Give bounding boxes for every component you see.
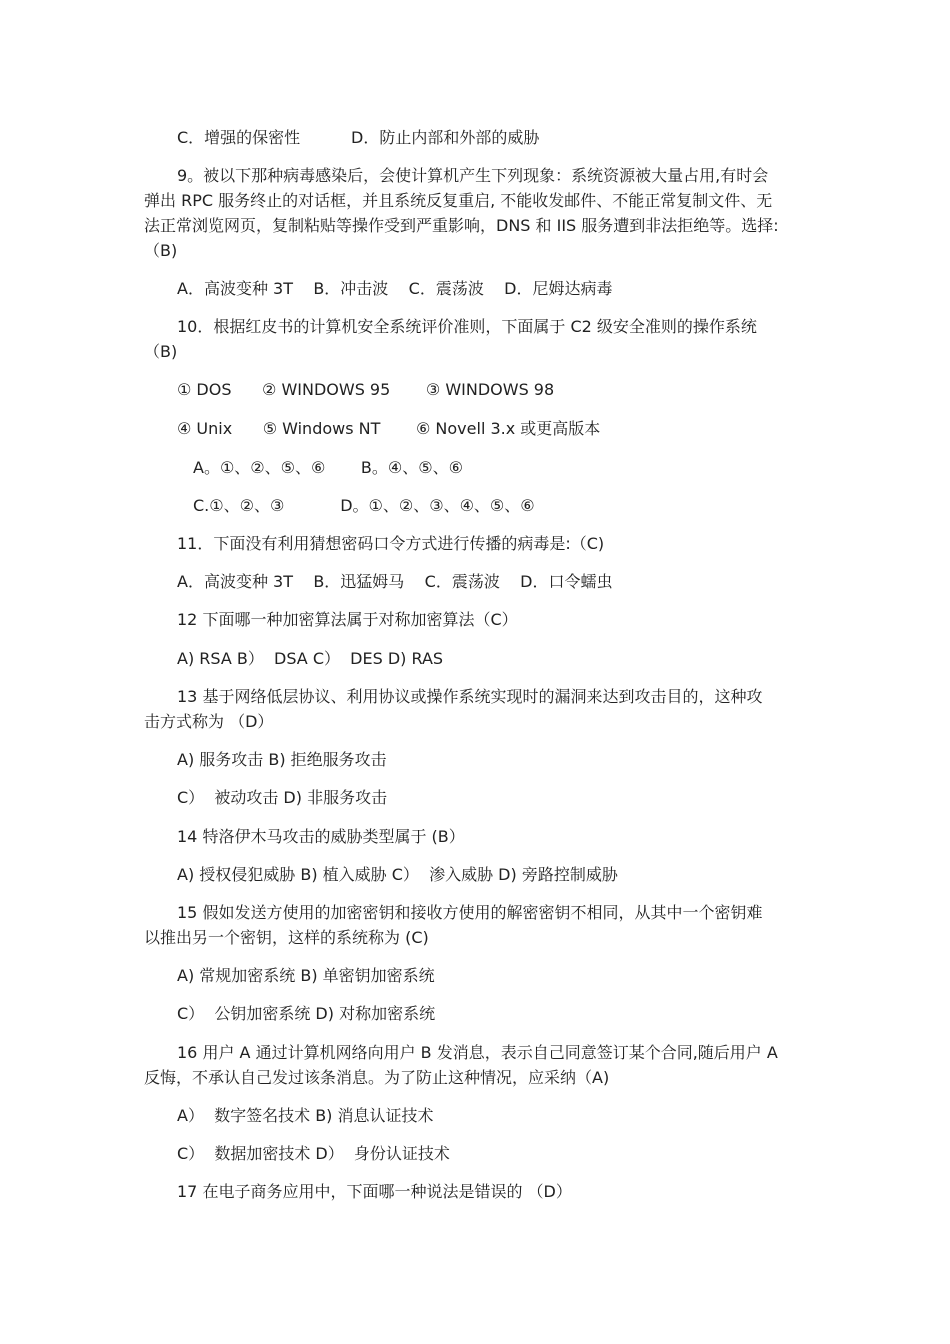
question-10-options: C.①、②、③ D。①、②、③、④、⑤、⑥ (193, 496, 535, 515)
question-13-options: C） 被动攻击 D) 非服务攻击 (177, 788, 388, 807)
question-16-options: C） 数据加密技术 D） 身份认证技术 (177, 1144, 450, 1163)
question-13-options: A) 服务攻击 B) 拒绝服务攻击 (177, 750, 387, 769)
question-9-text: 弹出 RPC 服务终止的对话框，并且系统反复重启, 不能收发邮件、不能正常复制文件、无 (144, 191, 773, 210)
question-13-text: 13 基于网络低层协议、利用协议或操作系统实现时的漏洞来达到攻击目的，这种攻 (177, 687, 763, 706)
question-15-options: C） 公钥加密系统 D) 对称加密系统 (177, 1004, 436, 1023)
question-14-options: A) 授权侵犯威胁 B) 植入威胁 C） 渗入威胁 D) 旁路控制威胁 (177, 865, 618, 884)
question-9-text: 9。被以下那种病毒感染后，会使计算机产生下列现象：系统资源被大量占用,有时会 (177, 166, 769, 185)
question-16-options: A） 数字签名技术 B) 消息认证技术 (177, 1106, 434, 1125)
question-11-options: A．高波变种 3T B．迅猛姆马 C．震荡波 D．口令蠕虫 (177, 572, 613, 591)
question-16-text: 16 用户 A 通过计算机网络向用户 B 发消息，表示自己同意签订某个合同,随后用户 A (177, 1043, 778, 1062)
question-16-text: 反悔，不承认自己发过该条消息。为了防止这种情况，应采纳（A) (144, 1068, 610, 1087)
question-15-text: 以推出另一个密钥，这样的系统称为 (C) (144, 928, 429, 947)
question-10-list: ① DOS ② WINDOWS 95 ③ WINDOWS 98 (177, 380, 555, 399)
question-9-options: A．高波变种 3T B．冲击波 C．震荡波 D．尼姆达病毒 (177, 279, 613, 298)
question-13-text: 击方式称为 （D） (144, 712, 274, 731)
question-15-text: 15 假如发送方使用的加密密钥和接收方使用的解密密钥不相同，从其中一个密钥难 (177, 903, 763, 922)
question-11-text: 11．下面没有利用猜想密码口令方式进行传播的病毒是:（C) (177, 534, 605, 553)
question-10-text: 10．根据红皮书的计算机安全系统评价准则，下面属于 C2 级安全准则的操作系统 (177, 317, 757, 336)
question-9-text: 法正常浏览网页，复制粘贴等操作受到严重影响，DNS 和 IIS 服务遭到非法拒绝等。选择: (144, 216, 779, 235)
question-10-options: A。①、②、⑤、⑥ B。④、⑤、⑥ (193, 458, 463, 477)
question-9-answer: （B) (144, 241, 178, 260)
question-17-text: 17 在电子商务应用中，下面哪一种说法是错误的 （D） (177, 1182, 572, 1201)
question-15-options: A) 常规加密系统 B) 单密钥加密系统 (177, 966, 435, 985)
question-12-options: A) RSA B） DSA C） DES D) RAS (177, 649, 444, 668)
question-10-list: ④ Unix ⑤ Windows NT ⑥ Novell 3.x 或更高版本 (177, 419, 601, 438)
question-10-answer: （B) (144, 342, 178, 361)
question-12-text: 12 下面哪一种加密算法属于对称加密算法（C） (177, 610, 518, 629)
question-14-text: 14 特洛伊木马攻击的威胁类型属于 (B） (177, 827, 465, 846)
option-line-c-d: C．增强的保密性 D．防止内部和外部的威胁 (177, 128, 540, 147)
